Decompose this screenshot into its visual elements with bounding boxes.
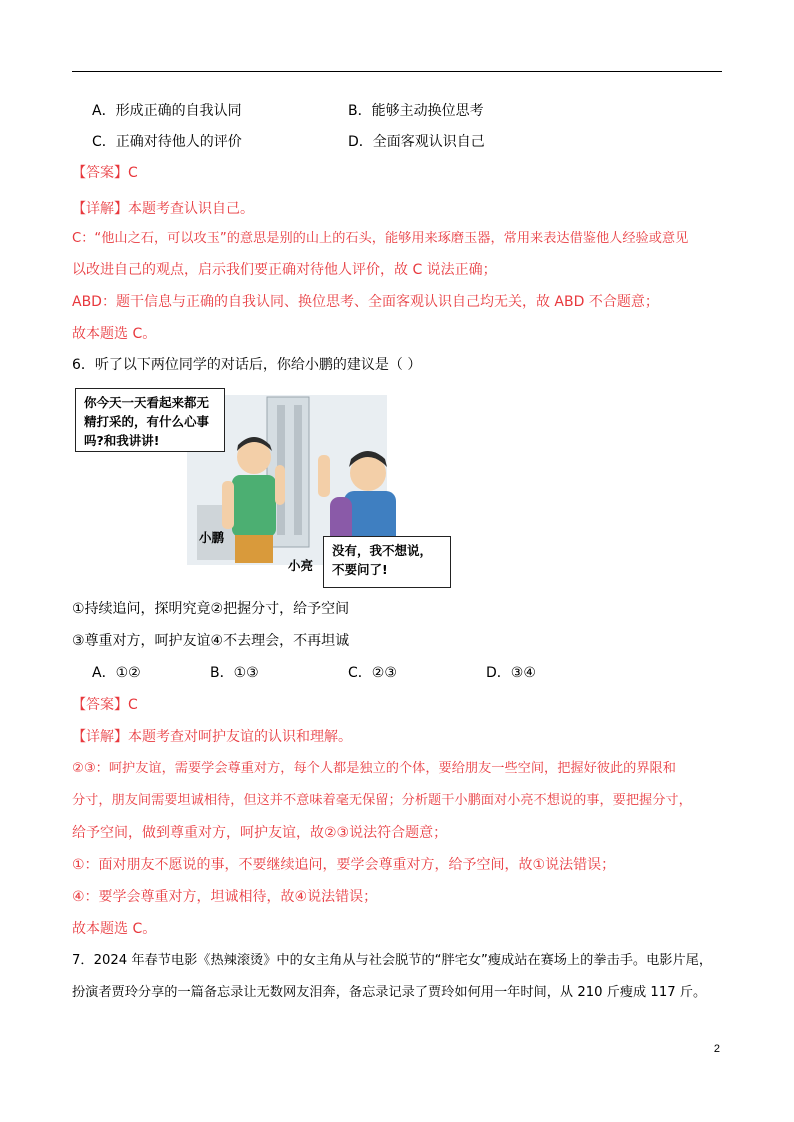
q6-choices-line2: ③尊重对方，呵护友谊④不去理会，不再坦诚 [72,633,350,649]
q5-detail-line1: C：“他山之石，可以攻玉”的意思是别的山上的石头，能够用来琢磨玉器，常用来表达借鉴他人经验或意见 [72,231,689,246]
q5-option-d: D．全面客观认识自己 [348,134,485,150]
q6-detail-line2: 分寸，朋友间需要坦诚相待，但这并不意味着毫无保留；分析题干小鹏面对小亮不想说的事，要把握分寸， [72,793,692,808]
q6-detail-line1: ②③：呵护友谊，需要学会尊重对方，每个人都是独立的个体，要给朋友一些空间，把握好彼此的界限和 [72,761,676,776]
q7-line2: 扮演者贾玲分享的一篇备忘录让无数网友泪奔，备忘录记录了贾玲如何用一年时间，从 210 斤瘦成 117 斤。 [72,985,707,1000]
q5-answer: 【答案】C [72,165,138,181]
bubble-left-line3: 吗?和我讲讲! [84,433,160,448]
name-label-xiaoliang: 小亮 [288,558,314,573]
bubble-right-line2: 不要问了! [332,562,388,577]
name-label-xiaopeng: 小鹏 [199,530,225,545]
q5-option-a: A．形成正确的自我认同 [92,103,242,119]
q5-detail-line2: 以改进自己的观点，启示我们要正确对待他人评价，故 C 说法正确； [72,262,497,278]
q6-option-a: A．①② [92,665,141,681]
q7-line1: 7．2024 年春节电影《热辣滚烫》中的女主角从与社会脱节的“胖宅女”瘦成站在赛场上的拳击手。电影片尾， [72,953,713,968]
header-rule [72,71,722,72]
q6-detail-line4: ①：面对朋友不愿说的事，不要继续追问，要学会尊重对方，给予空间，故①说法错误； [72,857,616,873]
q6-detail-line3: 给予空间，做到尊重对方，呵护友谊，故②③说法符合题意； [72,825,448,841]
q6-detail-line5: ④：要学会尊重对方，坦诚相待，故④说法错误； [72,889,378,905]
speech-bubble-xiaoliang [323,536,451,588]
q6-option-b: B．①③ [210,665,259,681]
q6-option-c: C．②③ [348,665,397,681]
q5-detail-line3: ABD：题干信息与正确的自我认同、换位思考、全面客观认识自己均无关，故 ABD 不合题意； [72,294,659,310]
q6-option-d: D．③④ [486,665,536,681]
speech-bubble-xiaopeng [75,388,225,452]
q5-option-c: C．正确对待他人的评价 [92,134,242,150]
q6-detail-line6: 故本题选 C。 [72,921,157,937]
bubble-left-line2: 精打采的，有什么心事 [84,414,210,429]
q6-choices-line1: ①持续追问，探明究竟②把握分寸，给予空间 [72,601,350,617]
q6-detail-intro: 【详解】本题考查对呵护友谊的认识和理解。 [72,729,352,745]
q5-option-b: B．能够主动换位思考 [348,103,484,119]
q6-stem: 6．听了以下两位同学的对话后，你给小鹏的建议是（ ） [72,357,422,373]
q6-answer: 【答案】C [72,697,138,713]
page-number: 2 [713,1043,720,1055]
q5-detail-line4: 故本题选 C。 [72,326,157,342]
bubble-left-line1: 你今天一天看起来都无 [84,395,210,410]
q5-detail-intro: 【详解】本题考查认识自己。 [72,201,254,217]
bubble-right-line1: 没有，我不想说， [332,543,433,558]
